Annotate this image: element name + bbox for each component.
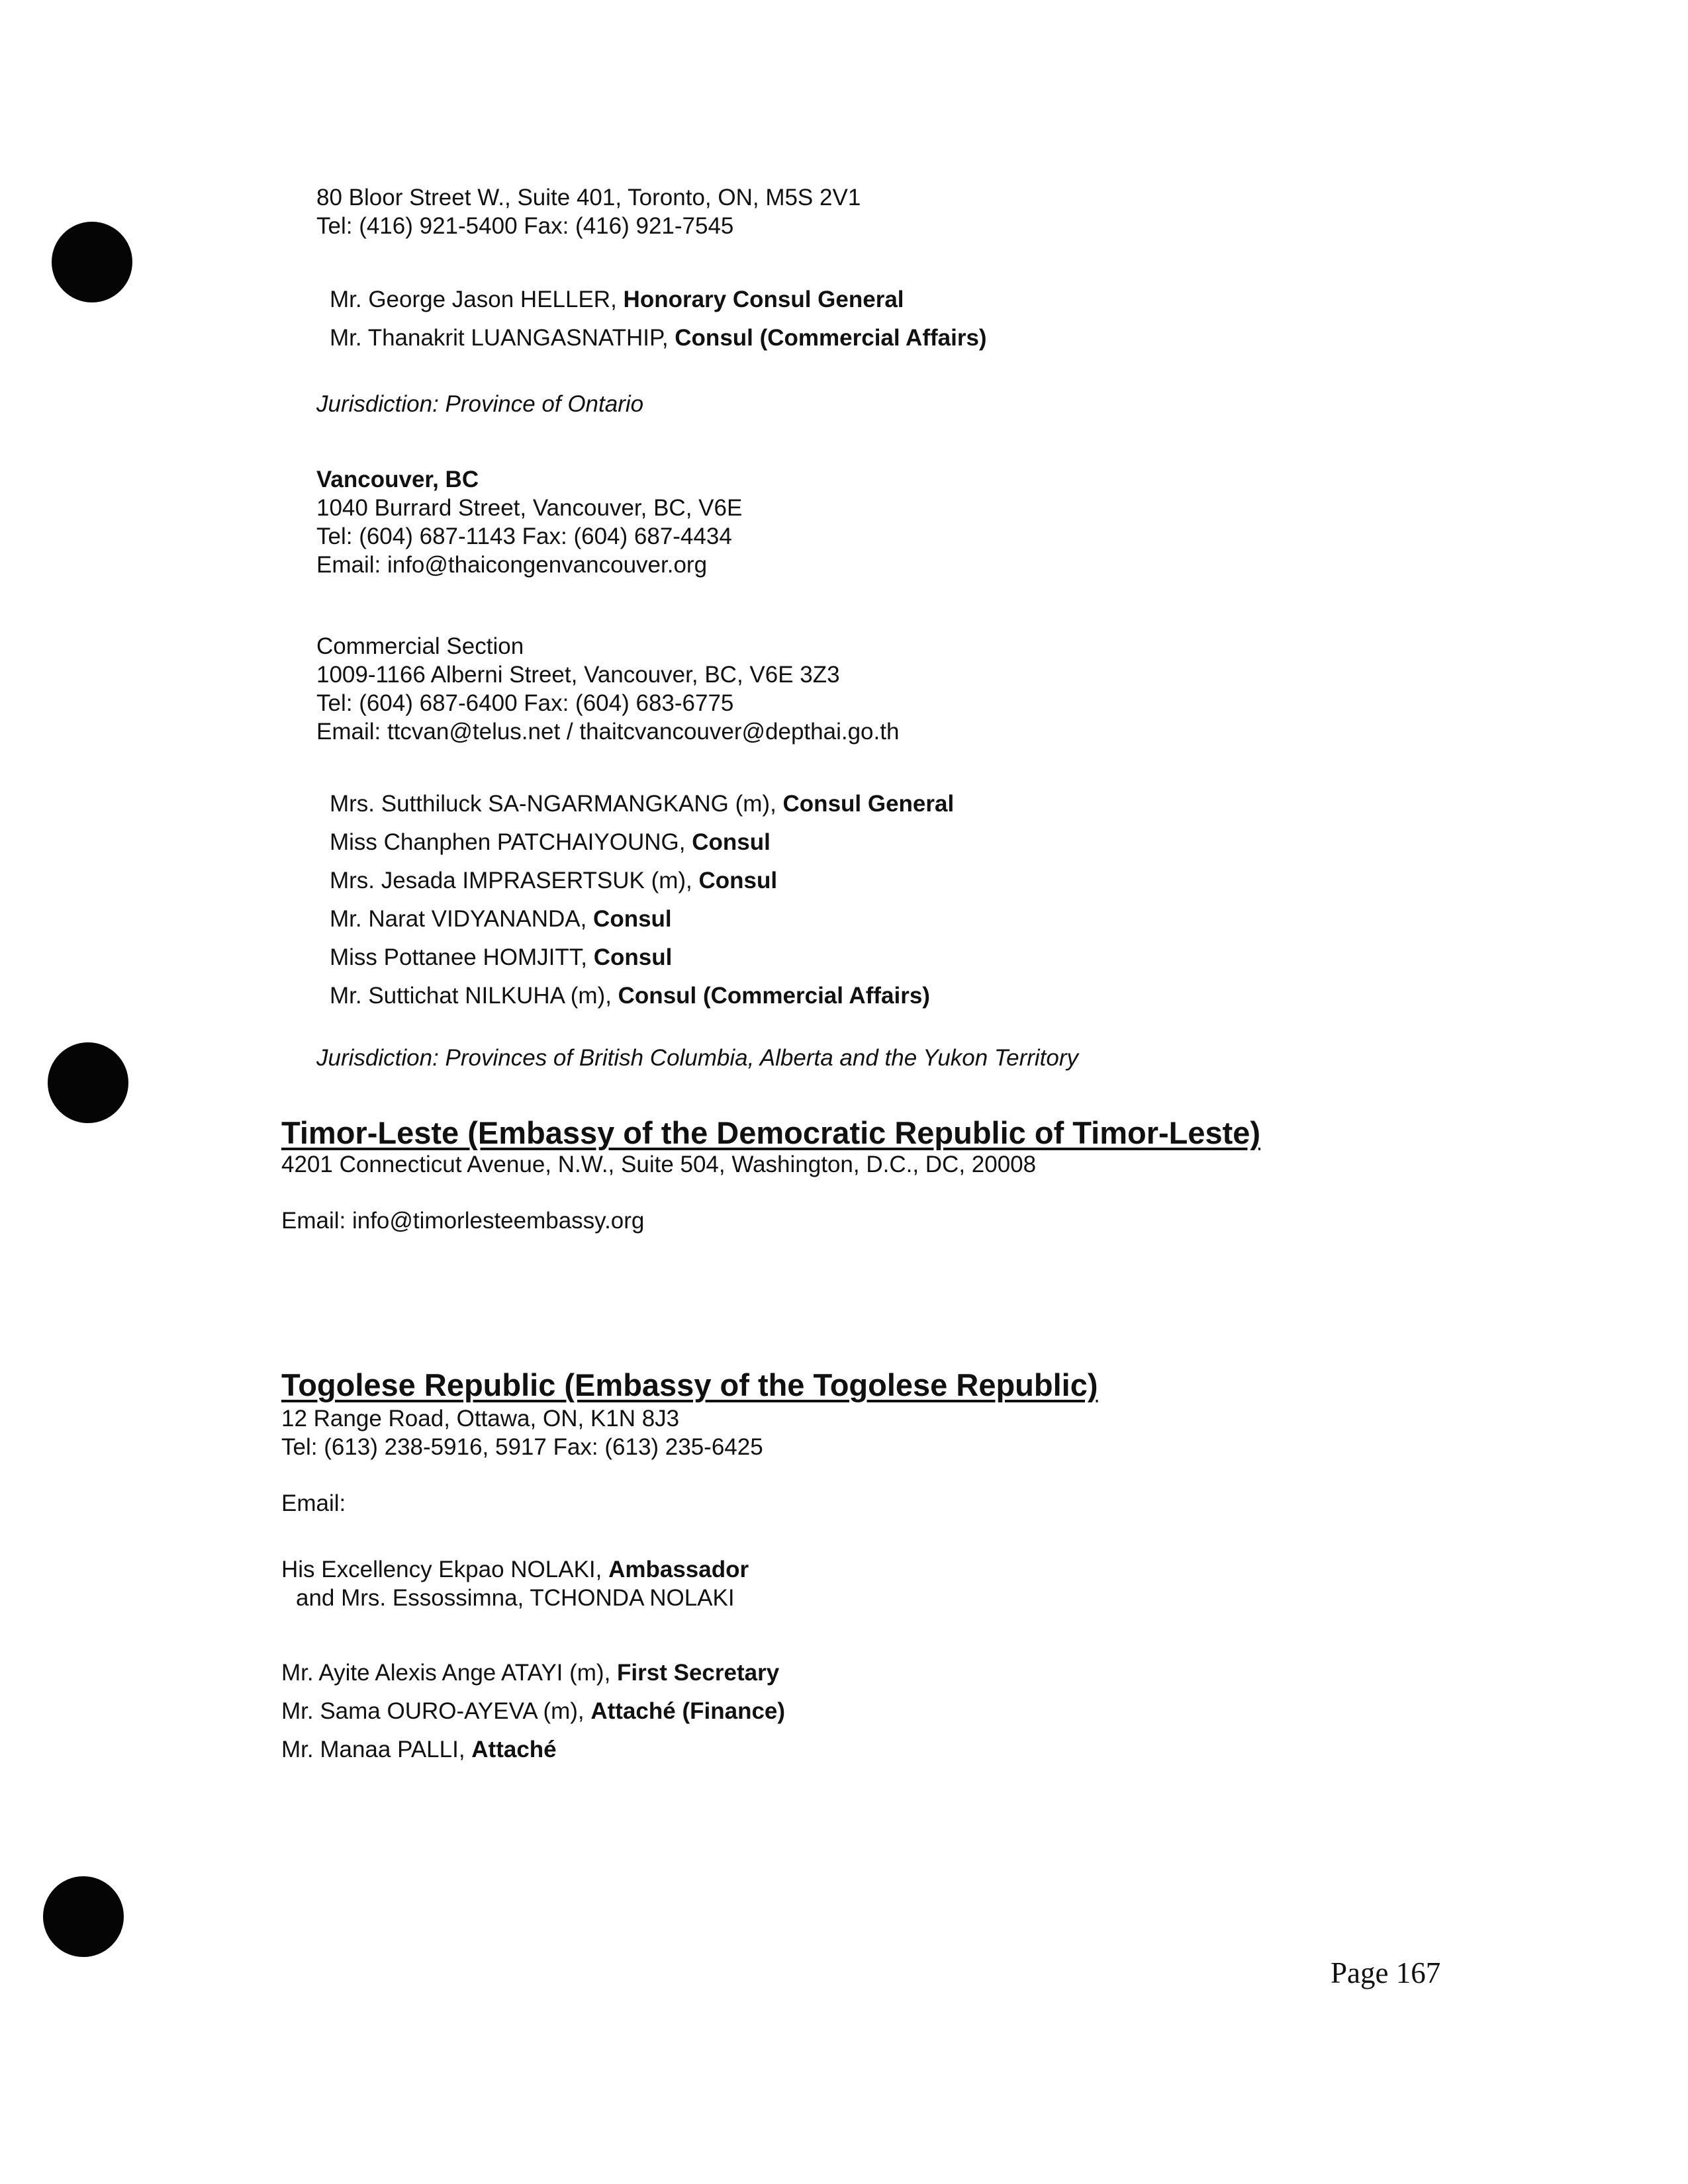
staff-entry [330,281,987,319]
staff-title: Consul [692,829,771,855]
toronto-address: 80 Bloor Street W., Suite 401, Toronto, ON, M5S 2V1 [316,185,861,210]
punch-hole-bottom [43,1876,124,1957]
commercial-section-address: 1009-1166 Alberni Street, Vancouver, BC, V6E 3Z3 [316,662,840,688]
commercial-section-name: Commercial Section [316,633,524,659]
staff-title: Consul [593,906,672,932]
vancouver-jurisdiction: Jurisdiction: Provinces of British Columbia, Alberta and the Yukon Territory [316,1045,1079,1071]
staff-name: Mr. Manaa PALLI, [281,1737,472,1762]
staff-title: Consul General [782,791,955,817]
staff-entry [281,1692,785,1731]
staff-entry [330,977,954,1015]
timor-leste-heading: Timor-Leste (Embassy of the Democratic Republic of Timor-Leste) [281,1115,1261,1150]
staff-title: Attaché [471,1737,557,1762]
togo-address: 12 Range Road, Ottawa, ON, K1N 8J3 [281,1406,680,1432]
toronto-jurisdiction: Jurisdiction: Province of Ontario [316,391,644,417]
staff-name: Mr. Sama OURO-AYEVA (m), [281,1698,591,1724]
vancouver-phone: Tel: (604) 687-1143 Fax: (604) 687-4434 [316,523,732,549]
staff-title: Consul [593,944,673,970]
staff-entry [330,900,954,938]
staff-name: Mrs. Jesada IMPRASERTSUK (m), [330,868,699,893]
togo-heading: Togolese Republic (Embassy of the Togolese Republic) [281,1367,1098,1402]
vancouver-city: Vancouver, BC [316,467,479,492]
staff-entry [330,785,954,823]
staff-name: Mr. Thanakrit LUANGASNATHIP, [330,325,675,351]
punch-hole-middle [48,1042,128,1123]
staff-title: Attaché (Finance) [590,1698,786,1724]
staff-name: Mr. Suttichat NILKUHA (m), [330,983,618,1009]
staff-title: Honorary Consul General [623,287,904,312]
ambassador-spouse: and Mrs. Essossimna, TCHONDA NOLAKI [296,1585,735,1611]
toronto-address-block [316,183,861,240]
staff-name: Mr. George Jason HELLER, [330,287,624,312]
togo-ambassador-block [281,1555,749,1612]
vancouver-block [316,465,742,579]
togo-email: Email: [281,1490,346,1516]
staff-name: Mrs. Sutthiluck SA-NGARMANGKANG (m), [330,791,783,817]
vancouver-address: 1040 Burrard Street, Vancouver, BC, V6E [316,495,743,521]
commercial-section-block [316,632,899,746]
toronto-phone: Tel: (416) 921-5400 Fax: (416) 921-7545 [316,213,734,239]
ambassador-entry [281,1555,749,1584]
staff-entry [330,862,954,900]
staff-name: Miss Pottanee HOMJITT, [330,944,594,970]
vancouver-staff-list [330,785,954,1015]
staff-title: Consul [698,868,778,893]
staff-entry [330,823,954,862]
ambassador-name: His Excellency Ekpao NOLAKI, [281,1557,609,1582]
staff-name: Mr. Narat VIDYANANDA, [330,906,594,932]
vancouver-email: Email: info@thaicongenvancouver.org [316,552,708,578]
commercial-section-email: Email: ttcvan@telus.net / thaitcvancouver@depthai.go.th [316,719,900,745]
ambassador-title: Ambassador [608,1557,749,1582]
page-number: Page 167 [1331,1956,1441,1989]
staff-name: Mr. Ayite Alexis Ange ATAYI (m), [281,1660,618,1686]
timor-leste-address: 4201 Connecticut Avenue, N.W., Suite 504, Washington, D.C., DC, 20008 [281,1152,1037,1177]
commercial-section-phone: Tel: (604) 687-6400 Fax: (604) 683-6775 [316,690,734,716]
staff-name: Miss Chanphen PATCHAIYOUNG, [330,829,692,855]
toronto-staff-list [330,281,987,357]
staff-entry [330,319,987,357]
staff-entry [330,938,954,977]
staff-title: Consul (Commercial Affairs) [675,325,987,351]
timor-leste-email: Email: info@timorlesteembassy.org [281,1208,645,1234]
staff-title: Consul (Commercial Affairs) [618,983,930,1009]
togo-contact-block [281,1404,763,1461]
staff-title: First Secretary [617,1660,780,1686]
staff-entry [281,1654,785,1692]
staff-entry [281,1731,785,1769]
togo-staff-list [281,1654,785,1769]
punch-hole-top [52,222,132,302]
togo-phone: Tel: (613) 238-5916, 5917 Fax: (613) 235-6425 [281,1434,763,1460]
